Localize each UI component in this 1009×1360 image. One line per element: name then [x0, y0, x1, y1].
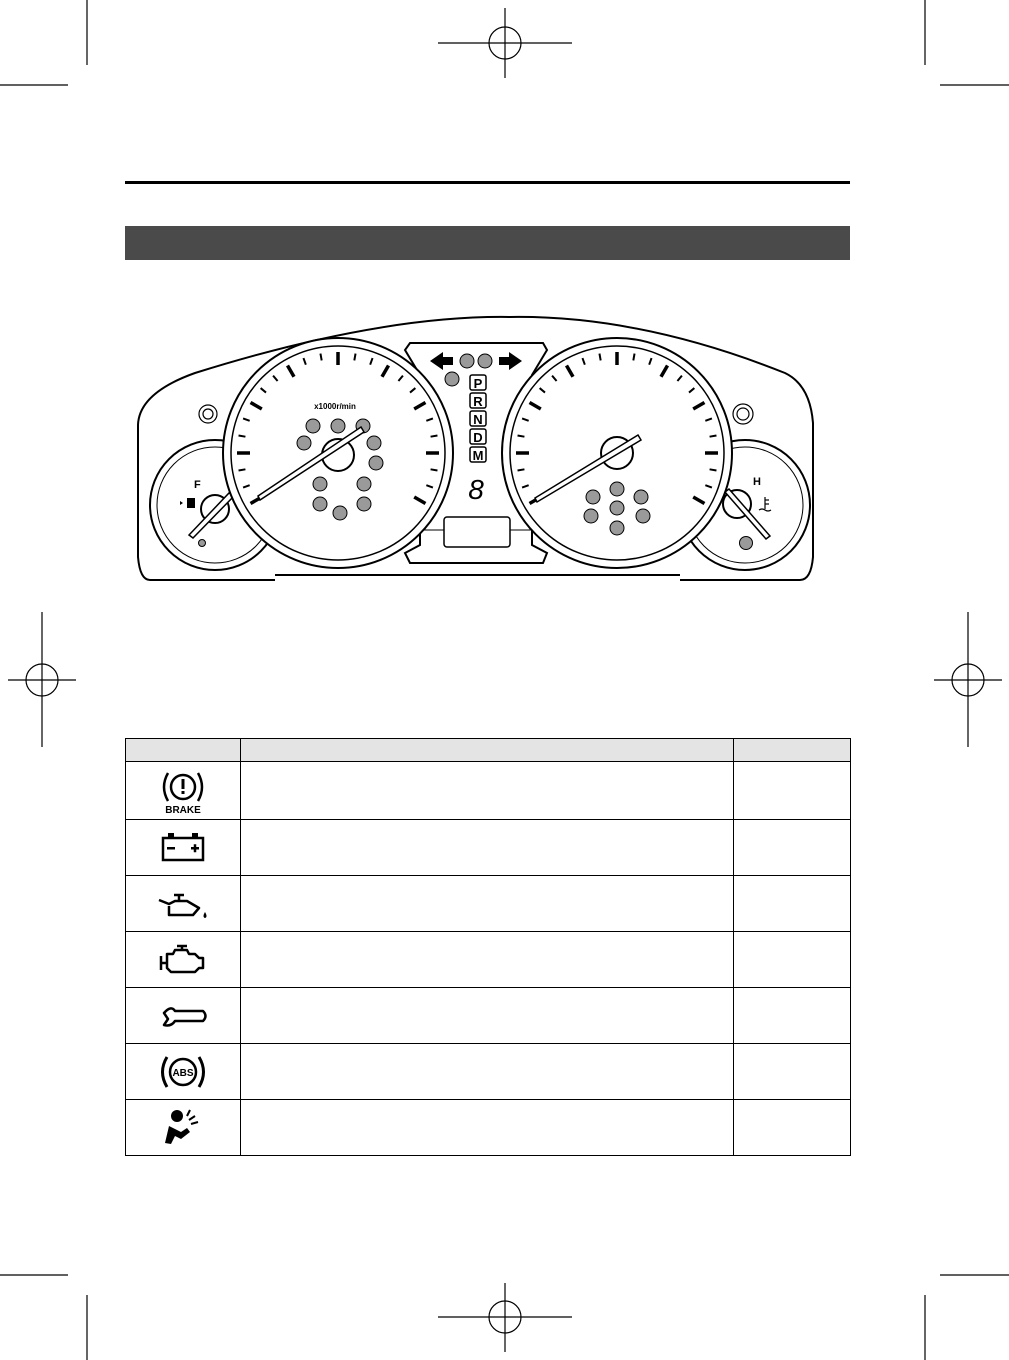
row-description [241, 1044, 734, 1100]
row-description [241, 876, 734, 932]
air-bag-warning-icon [153, 1106, 213, 1150]
tachometer [223, 338, 453, 568]
gear-n-label: N [473, 412, 483, 427]
row-page [734, 762, 851, 820]
indicator-table [125, 738, 851, 1156]
brake-icon-text: BRAKE [165, 804, 201, 815]
abs-warning-icon [153, 1050, 213, 1094]
gauge-tick [320, 354, 321, 361]
gear-p-label: P [473, 376, 483, 391]
table-row [126, 876, 851, 932]
gauge-tick [518, 469, 525, 470]
gear-digit: 8 [468, 474, 484, 505]
table-row [126, 1100, 851, 1156]
table-row [126, 988, 851, 1044]
section-title-bar [125, 226, 850, 260]
brake-warning-icon [153, 767, 213, 815]
table-row [126, 1044, 851, 1100]
table-row [126, 820, 851, 876]
gauge-tick [599, 354, 600, 361]
row-description [241, 1100, 734, 1156]
odometer-display [444, 517, 510, 547]
row-description [241, 932, 734, 988]
row-description [241, 762, 734, 820]
gear-r-label: R [473, 394, 483, 409]
row-page [734, 820, 851, 876]
gauge-tick [518, 435, 525, 436]
tach-unit-label: x1000r/min [314, 402, 356, 411]
header-rule [125, 181, 850, 184]
row-description [241, 820, 734, 876]
table-row [126, 932, 851, 988]
gauge-tick [431, 435, 438, 436]
instrument-cluster [125, 295, 850, 595]
table-header-row [126, 739, 851, 762]
abs-icon-text: ABS [172, 1067, 194, 1079]
row-page [734, 1044, 851, 1100]
row-page [734, 876, 851, 932]
tpms-warning-icon [199, 405, 217, 423]
temp-hot-label: H [753, 476, 761, 488]
column-header-page [734, 739, 851, 762]
gauge-tick [710, 435, 717, 436]
gauge-tick [431, 469, 438, 470]
row-page [734, 1100, 851, 1156]
check-engine-icon [153, 940, 213, 980]
warning-lamp-icon [733, 404, 753, 424]
gauge-tick [239, 435, 246, 436]
battery-charging-icon [153, 828, 213, 868]
fuel-full-label: F [194, 479, 201, 491]
gauge-tick [710, 469, 717, 470]
row-page [734, 932, 851, 988]
gauge-tick [633, 354, 634, 361]
wrench-maintenance-icon [153, 996, 213, 1036]
column-header-signal [126, 739, 241, 762]
row-page [734, 988, 851, 1044]
column-header-description [241, 739, 734, 762]
row-description [241, 988, 734, 1044]
gear-m-label: M [472, 448, 484, 463]
gauge-tick [354, 354, 355, 361]
gear-d-label: D [473, 430, 483, 445]
oil-pressure-icon [153, 884, 213, 924]
gauge-tick [239, 469, 246, 470]
speedometer [502, 338, 732, 568]
table-row [126, 762, 851, 820]
